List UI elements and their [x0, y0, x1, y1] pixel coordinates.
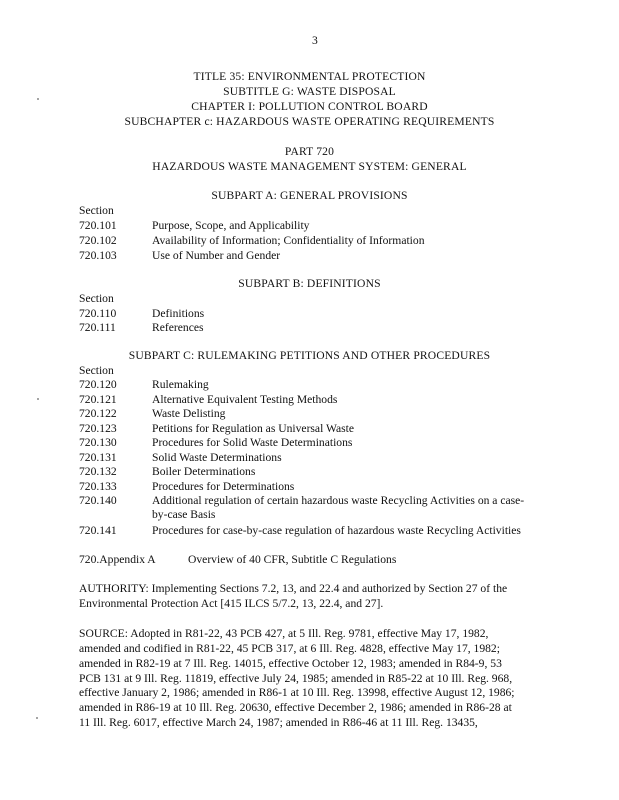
- section-title: Additional regulation of certain hazardous waste Recycling Activities on a case-: [152, 494, 525, 507]
- section-number: 720.122: [79, 407, 117, 420]
- section-title: Availability of Information; Confidentiality of Information: [152, 234, 425, 247]
- section-number: 720.103: [79, 249, 117, 262]
- scan-mark: [36, 717, 38, 719]
- source-line: amended in R82-19 at 7 Ill. Reg. 14015, effective October 12, 1983; amended in R84-9, 53: [79, 657, 502, 670]
- subpart-c-heading: SUBPART C: RULEMAKING PETITIONS AND OTHER PROCEDURES: [128, 349, 491, 362]
- source-line: amended and codified in R81-22, 45 PCB 317, at 6 Ill. Reg. 4828, effective May 17, 1982;: [79, 642, 500, 655]
- section-number: 720.102: [79, 234, 117, 247]
- section-title: Procedures for case-by-case regulation of hazardous waste Recycling Activities: [152, 524, 521, 537]
- section-number: 720.123: [79, 422, 117, 435]
- page-number: 3: [312, 34, 318, 47]
- section-number: 720.120: [79, 378, 117, 391]
- section-title: Petitions for Regulation as Universal Waste: [152, 422, 355, 435]
- section-number: 720.132: [79, 465, 117, 478]
- source-line: amended in R86-19 at 10 Ill. Reg. 20630, effective December 2, 1986; amended in R86-28 at: [79, 701, 512, 714]
- title-heading: TITLE 35: ENVIRONMENTAL PROTECTION: [193, 70, 426, 83]
- section-label: Section: [79, 204, 114, 217]
- section-title: Rulemaking: [152, 378, 209, 391]
- section-number: 720.101: [79, 219, 117, 232]
- appendix-title: Overview of 40 CFR, Subtitle C Regulations: [188, 553, 397, 566]
- subchapter-heading: SUBCHAPTER c: HAZARDOUS WASTE OPERATING REQUIREMENTS: [124, 115, 495, 128]
- section-number: 720.130: [79, 436, 117, 449]
- source-line: SOURCE: Adopted in R81-22, 43 PCB 427, at 5 Ill. Reg. 9781, effective May 17, 1982,: [79, 627, 489, 640]
- section-title: Use of Number and Gender: [152, 249, 281, 262]
- section-number: 720.131: [79, 451, 117, 464]
- chapter-heading: CHAPTER I: POLLUTION CONTROL BOARD: [191, 100, 428, 113]
- section-title: Alternative Equivalent Testing Methods: [152, 393, 338, 406]
- subpart-a-heading: SUBPART A: GENERAL PROVISIONS: [211, 189, 408, 202]
- authority-line: AUTHORITY: Implementing Sections 7.2, 13, and 22.4 and authorized by Section 27 of the: [79, 582, 508, 595]
- part-heading: PART 720: [284, 145, 335, 158]
- section-title-continued: by-case Basis: [152, 508, 216, 521]
- section-title: Procedures for Determinations: [152, 480, 295, 493]
- section-title: Procedures for Solid Waste Determinations: [152, 436, 353, 449]
- source-line: PCB 131 at 9 Ill. Reg. 11819, effective July 24, 1985; amended in R85-22 at 10 Ill. Reg. 968,: [79, 672, 513, 685]
- source-line: effective January 2, 1986; amended in R86-1 at 10 Ill. Reg. 13998, effective August 12, 1986;: [79, 686, 515, 699]
- section-label: Section: [79, 292, 114, 305]
- section-title: Boiler Determinations: [152, 465, 256, 478]
- section-number: 720.140: [79, 494, 117, 507]
- source-line: 11 Ill. Reg. 6017, effective March 24, 1987; amended in R86-46 at 11 Ill. Reg. 13435,: [79, 716, 478, 729]
- section-title: Purpose, Scope, and Applicability: [152, 219, 310, 232]
- section-number: 720.121: [79, 393, 117, 406]
- section-number: 720.133: [79, 480, 117, 493]
- section-number: 720.110: [79, 307, 117, 320]
- subpart-b-heading: SUBPART B: DEFINITIONS: [238, 277, 381, 290]
- section-number: 720.111: [79, 321, 116, 334]
- section-title: References: [152, 321, 204, 334]
- scan-mark: [37, 398, 39, 400]
- section-title: Waste Delisting: [152, 407, 226, 420]
- part-title: HAZARDOUS WASTE MANAGEMENT SYSTEM: GENERAL: [152, 160, 467, 173]
- section-number: 720.141: [79, 524, 117, 537]
- section-label: Section: [79, 364, 114, 377]
- appendix-number: 720.Appendix A: [79, 553, 156, 566]
- section-title: Definitions: [152, 307, 205, 320]
- authority-line: Environmental Protection Act [415 ILCS 5/7.2, 13, 22.4, and 27].: [79, 597, 384, 610]
- section-title: Solid Waste Determinations: [152, 451, 282, 464]
- subtitle-heading: SUBTITLE G: WASTE DISPOSAL: [223, 85, 396, 98]
